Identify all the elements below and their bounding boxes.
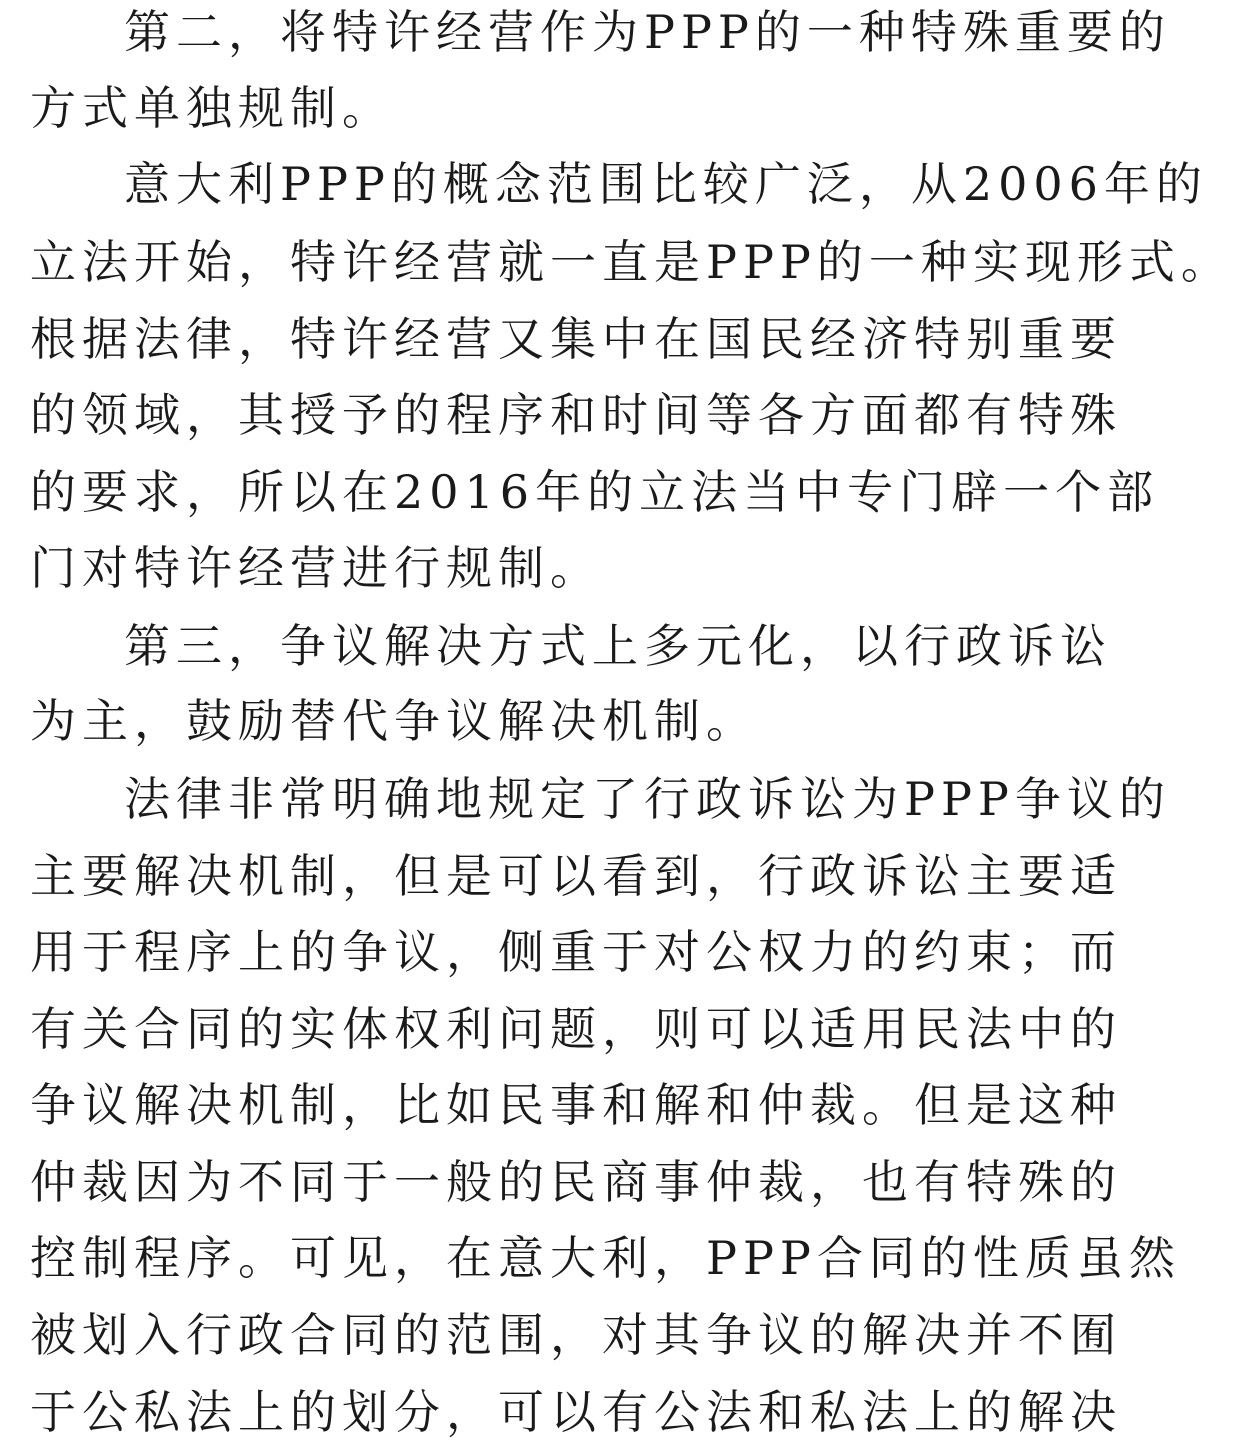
text-line: 为主，鼓励替代争议解决机制。 bbox=[30, 694, 758, 748]
text-line: 争议解决机制，比如民事和解和仲裁。但是这种 bbox=[30, 1078, 1122, 1132]
text-line: 立法开始，特许经营就一直是PPP的一种实现形式。 bbox=[30, 235, 1233, 289]
text-line: 于公私法上的划分，可以有公法和私法上的解决 bbox=[30, 1385, 1122, 1439]
text-line: 控制程序。可见，在意大利，PPP合同的性质虽然 bbox=[30, 1231, 1181, 1285]
text-line: 有关合同的实体权利问题，则可以适用民法中的 bbox=[30, 1002, 1122, 1056]
text-line: 的要求，所以在2016年的立法当中专门辟一个部 bbox=[30, 465, 1160, 519]
text-line: 仲裁因为不同于一般的民商事仲裁，也有特殊的 bbox=[30, 1155, 1122, 1209]
text-line: 门对特许经营进行规制。 bbox=[30, 541, 602, 595]
text-line: 用于程序上的争议，侧重于对公权力的约束；而 bbox=[30, 925, 1122, 979]
text-line: 法律非常明确地规定了行政诉讼为PPP争议的 bbox=[124, 772, 1171, 826]
text-line: 根据法律，特许经营又集中在国民经济特别重要 bbox=[30, 312, 1122, 366]
text-line: 意大利PPP的概念范围比较广泛，从2006年的 bbox=[124, 157, 1208, 211]
text-line: 主要解决机制，但是可以看到，行政诉讼主要适 bbox=[30, 849, 1122, 903]
text-line: 第三，争议解决方式上多元化，以行政诉讼 bbox=[124, 619, 1112, 673]
text-line: 第二，将特许经营作为PPP的一种特殊重要的 bbox=[124, 5, 1171, 59]
text-line: 方式单独规制。 bbox=[30, 81, 394, 135]
text-line: 的领域，其授予的程序和时间等各方面都有特殊 bbox=[30, 388, 1122, 442]
text-line: 被划入行政合同的范围，对其争议的解决并不囿 bbox=[30, 1308, 1122, 1362]
